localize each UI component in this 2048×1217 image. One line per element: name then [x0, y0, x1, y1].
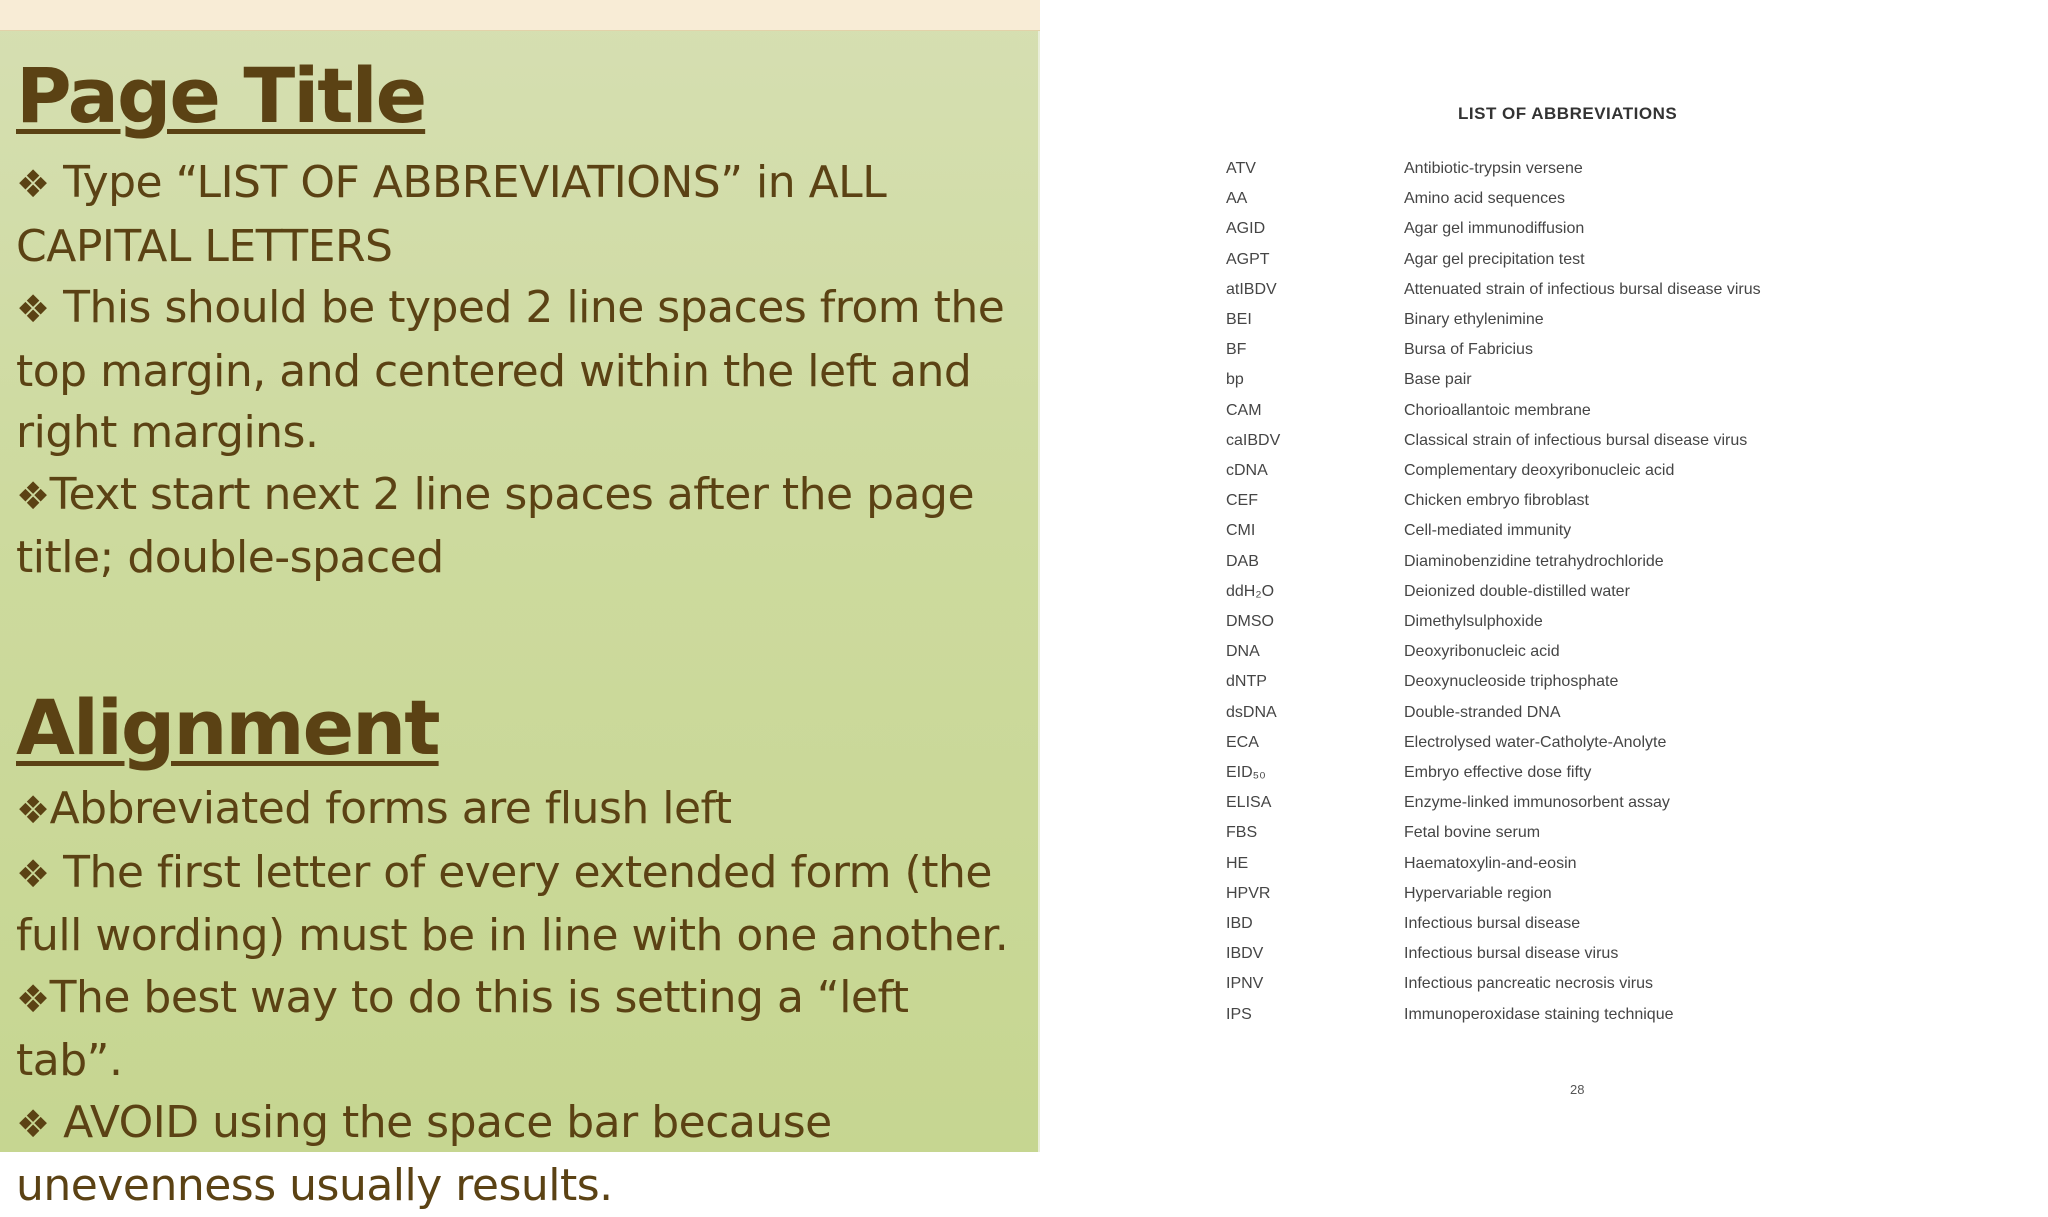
extended-form: Amino acid sequences: [1404, 190, 1565, 207]
abbreviation-row: [1040, 613, 2048, 643]
abbreviation: dsDNA: [1226, 704, 1277, 721]
extended-form: Immunoperoxidase staining technique: [1404, 1006, 1674, 1023]
abbreviation: AGID: [1226, 220, 1266, 237]
extended-form: Double-stranded DNA: [1404, 704, 1561, 721]
page-title-bullets: [16, 152, 1026, 589]
abbreviation-row: [1040, 371, 2048, 401]
abbreviation: BEI: [1226, 311, 1252, 328]
bullet-item: [16, 842, 1026, 967]
abbreviation-row: [1040, 251, 2048, 281]
abbreviation-row: [1040, 643, 2048, 673]
bullet-diamond-icon: ❖: [16, 851, 50, 896]
abbreviation-row: [1040, 462, 2048, 492]
abbreviation-row: [1040, 402, 2048, 432]
abbreviation-row: [1040, 975, 2048, 1005]
abbreviation-row: [1040, 553, 2048, 583]
extended-form: Deoxynucleoside triphosphate: [1404, 673, 1619, 690]
abbreviation-row: [1040, 311, 2048, 341]
top-band: [0, 0, 1040, 31]
abbreviation: BF: [1226, 341, 1247, 358]
extended-form: Fetal bovine serum: [1404, 824, 1541, 841]
bullet-text: Abbreviated forms are flush left: [49, 783, 732, 834]
extended-form: Infectious bursal disease virus: [1404, 945, 1619, 962]
bullet-item: [16, 967, 1026, 1092]
extended-form: Dimethylsulphoxide: [1404, 613, 1543, 630]
bullet-item: [16, 778, 1026, 842]
abbreviation: IPNV: [1226, 975, 1264, 992]
alignment-bullets: [16, 778, 1026, 1217]
abbreviation: FBS: [1226, 824, 1258, 841]
abbreviation: AA: [1226, 190, 1248, 207]
bullet-text: This should be typed 2 line spaces from the top margin, and centered within the left and right margins.: [16, 282, 1005, 458]
bullet-diamond-icon: ❖: [16, 1101, 50, 1146]
abbreviation: ddH₂O: [1226, 583, 1275, 600]
abbreviation-row: [1040, 824, 2048, 854]
extended-form: Agar gel precipitation test: [1404, 251, 1585, 268]
extended-form: Bursa of Fabricius: [1404, 341, 1533, 358]
abbreviation-row: [1040, 220, 2048, 250]
abbreviation: atIBDV: [1226, 281, 1277, 298]
abbreviation: HPVR: [1226, 885, 1271, 902]
bullet-text: Type “LIST OF ABBREVIATIONS” in ALL CAPITAL LETTERS: [16, 157, 887, 272]
abbreviation: IPS: [1226, 1006, 1252, 1023]
extended-form: Chorioallantoic membrane: [1404, 402, 1591, 419]
abbreviation-row: [1040, 734, 2048, 764]
bullet-text: The best way to do this is setting a “left tab”.: [16, 971, 909, 1086]
abbreviation: DMSO: [1226, 613, 1274, 630]
extended-form: Cell-mediated immunity: [1404, 522, 1572, 539]
abbreviation: IBDV: [1226, 945, 1264, 962]
abbreviation-row: [1040, 281, 2048, 311]
page-number: 28: [1570, 1082, 1585, 1097]
abbreviation: dNTP: [1226, 673, 1267, 690]
bullet-item: [16, 277, 1026, 464]
extended-form: Deionized double-distilled water: [1404, 583, 1630, 600]
bullet-text: Text start next 2 line spaces after the page title; double-spaced: [16, 468, 975, 583]
extended-form: Complementary deoxyribonucleic acid: [1404, 462, 1675, 479]
abbreviation-row: [1040, 1006, 2048, 1036]
bullet-diamond-icon: ❖: [16, 473, 50, 518]
bullet-item: [16, 1092, 1026, 1217]
abbreviation-row: [1040, 704, 2048, 734]
bullet-text: AVOID using the space bar because unevenness usually results.: [16, 1096, 832, 1211]
abbreviation: ECA: [1226, 734, 1259, 751]
bullet-diamond-icon: ❖: [16, 287, 50, 331]
abbreviation: ELISA: [1226, 794, 1272, 811]
abbreviation: CMI: [1226, 522, 1256, 539]
extended-form: Infectious pancreatic necrosis virus: [1404, 975, 1653, 992]
abbreviation-row: [1040, 492, 2048, 522]
abbreviation-row: [1040, 341, 2048, 371]
abbreviation: CAM: [1226, 402, 1262, 419]
extended-form: Binary ethylenimine: [1404, 311, 1544, 328]
extended-form: Enzyme-linked immunosorbent assay: [1404, 794, 1670, 811]
abbreviation: EID₅₀: [1226, 764, 1266, 781]
abbreviation-row: [1040, 855, 2048, 885]
extended-form: Deoxyribonucleic acid: [1404, 643, 1560, 660]
abbreviation: caIBDV: [1226, 432, 1281, 449]
abbreviation: DAB: [1226, 553, 1259, 570]
extended-form: Hypervariable region: [1404, 885, 1552, 902]
extended-form: Classical strain of infectious bursal disease virus: [1404, 432, 1748, 449]
abbreviation: bp: [1226, 371, 1244, 388]
document-title: LIST OF ABBREVIATIONS: [1458, 104, 1678, 123]
abbreviation-row: [1040, 160, 2048, 190]
abbreviation: IBD: [1226, 915, 1253, 932]
abbreviation: DNA: [1226, 643, 1260, 660]
abbreviation: CEF: [1226, 492, 1258, 509]
abbreviation: AGPT: [1226, 251, 1270, 268]
heading-page-title: Page Title: [16, 51, 426, 140]
bullet-item: [16, 464, 1026, 589]
abbreviation-row: [1040, 190, 2048, 220]
abbreviation-row: [1040, 885, 2048, 915]
abbreviation: ATV: [1226, 160, 1256, 177]
extended-form: Embryo effective dose fifty: [1404, 764, 1592, 781]
extended-form: Antibiotic-trypsin versene: [1404, 160, 1583, 177]
bullet-text: The first letter of every extended form (the full wording) must be in line with one another.: [16, 846, 1009, 961]
bullet-diamond-icon: ❖: [16, 976, 50, 1021]
abbreviation-row: [1040, 794, 2048, 824]
abbreviation-row: [1040, 915, 2048, 945]
extended-form: Electrolysed water-Catholyte-Anolyte: [1404, 734, 1667, 751]
abbreviation-row: [1040, 432, 2048, 462]
extended-form: Agar gel immunodiffusion: [1404, 220, 1585, 237]
extended-form: Chicken embryo fibroblast: [1404, 492, 1589, 509]
abbreviation: HE: [1226, 855, 1249, 872]
extended-form: Diaminobenzidine tetrahydrochloride: [1404, 553, 1664, 570]
abbreviation-document-image: [1040, 0, 2048, 1152]
abbreviation-row: [1040, 764, 2048, 794]
extended-form: Attenuated strain of infectious bursal disease virus: [1404, 281, 1761, 298]
heading-alignment: Alignment: [16, 683, 439, 772]
bullet-diamond-icon: ❖: [16, 162, 50, 206]
extended-form: Haematoxylin-and-eosin: [1404, 855, 1577, 872]
bullet-diamond-icon: ❖: [16, 788, 50, 832]
extended-form: Base pair: [1404, 371, 1472, 388]
abbreviation-row: [1040, 945, 2048, 975]
abbreviation-row: [1040, 673, 2048, 703]
abbreviation-row: [1040, 583, 2048, 613]
extended-form: Infectious bursal disease: [1404, 915, 1581, 932]
abbreviation-row: [1040, 522, 2048, 552]
bullet-item: [16, 152, 1026, 277]
abbreviation: cDNA: [1226, 462, 1268, 479]
